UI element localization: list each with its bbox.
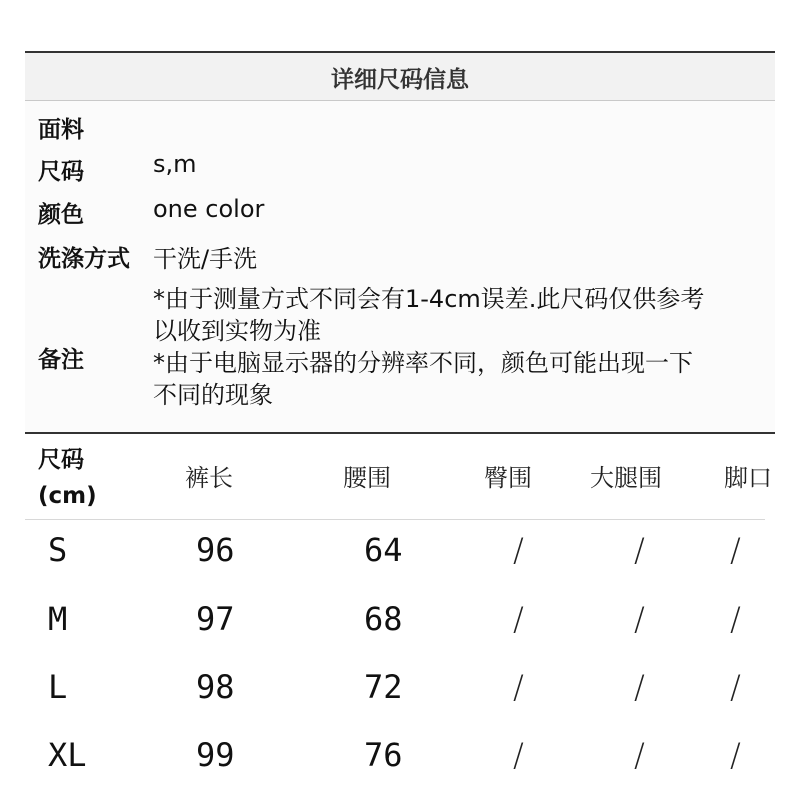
cell-thigh: / [634, 736, 645, 774]
notes-text [153, 283, 778, 411]
size-label: 尺码 [38, 159, 84, 185]
column-header-thigh: 大腿围 [590, 464, 662, 492]
header-divider [25, 519, 765, 520]
row-size: M [48, 600, 68, 638]
column-header-waist: 腰围 [343, 464, 391, 492]
cell-thigh: / [634, 531, 645, 569]
size-header-label: 尺码 [38, 447, 84, 473]
cell-waist: 68 [364, 600, 403, 638]
cell-hip: / [513, 600, 524, 638]
cell-leg-opening: / [730, 668, 741, 706]
cell-hip: / [513, 668, 524, 706]
notes-line: 以收到实物为准 [153, 317, 321, 345]
notes-line: *由于电脑显示器的分辨率不同，颜色可能出现一下 [153, 349, 693, 377]
color-value: one color [153, 195, 265, 223]
cell-leg-opening: / [730, 531, 741, 569]
cell-waist: 64 [364, 531, 403, 569]
row-size: S [48, 531, 68, 569]
cell-length: 98 [196, 668, 235, 706]
row-size: XL [48, 736, 87, 774]
column-header-hip: 臀围 [484, 464, 532, 492]
cell-hip: / [513, 531, 524, 569]
notes-line: *由于测量方式不同会有1-4cm误差.此尺码仅供参考 [153, 285, 705, 313]
cell-length: 97 [196, 600, 235, 638]
wash-label: 洗涤方式 [38, 246, 130, 272]
cell-leg-opening: / [730, 736, 741, 774]
notes-label: 备注 [38, 347, 84, 373]
column-header-leg-opening: 脚口 [724, 464, 772, 492]
page-title: 详细尺码信息 [331, 67, 469, 93]
cell-hip: / [513, 736, 524, 774]
cell-thigh: / [634, 668, 645, 706]
color-label: 颜色 [38, 202, 84, 228]
column-header-length: 裤长 [185, 464, 233, 492]
cell-waist: 72 [364, 668, 403, 706]
cell-thigh: / [634, 600, 645, 638]
notes-line: 不同的现象 [153, 381, 273, 409]
fabric-label: 面料 [38, 117, 84, 143]
size-value: s,m [153, 150, 197, 178]
cell-length: 99 [196, 736, 235, 774]
wash-value: 干洗/手洗 [153, 245, 258, 273]
cell-leg-opening: / [730, 600, 741, 638]
cell-length: 96 [196, 531, 235, 569]
cell-waist: 76 [364, 736, 403, 774]
size-header-unit: (cm) [38, 483, 97, 509]
row-size: L [48, 668, 68, 706]
size-column-header [38, 442, 97, 514]
section-rule [25, 432, 775, 434]
